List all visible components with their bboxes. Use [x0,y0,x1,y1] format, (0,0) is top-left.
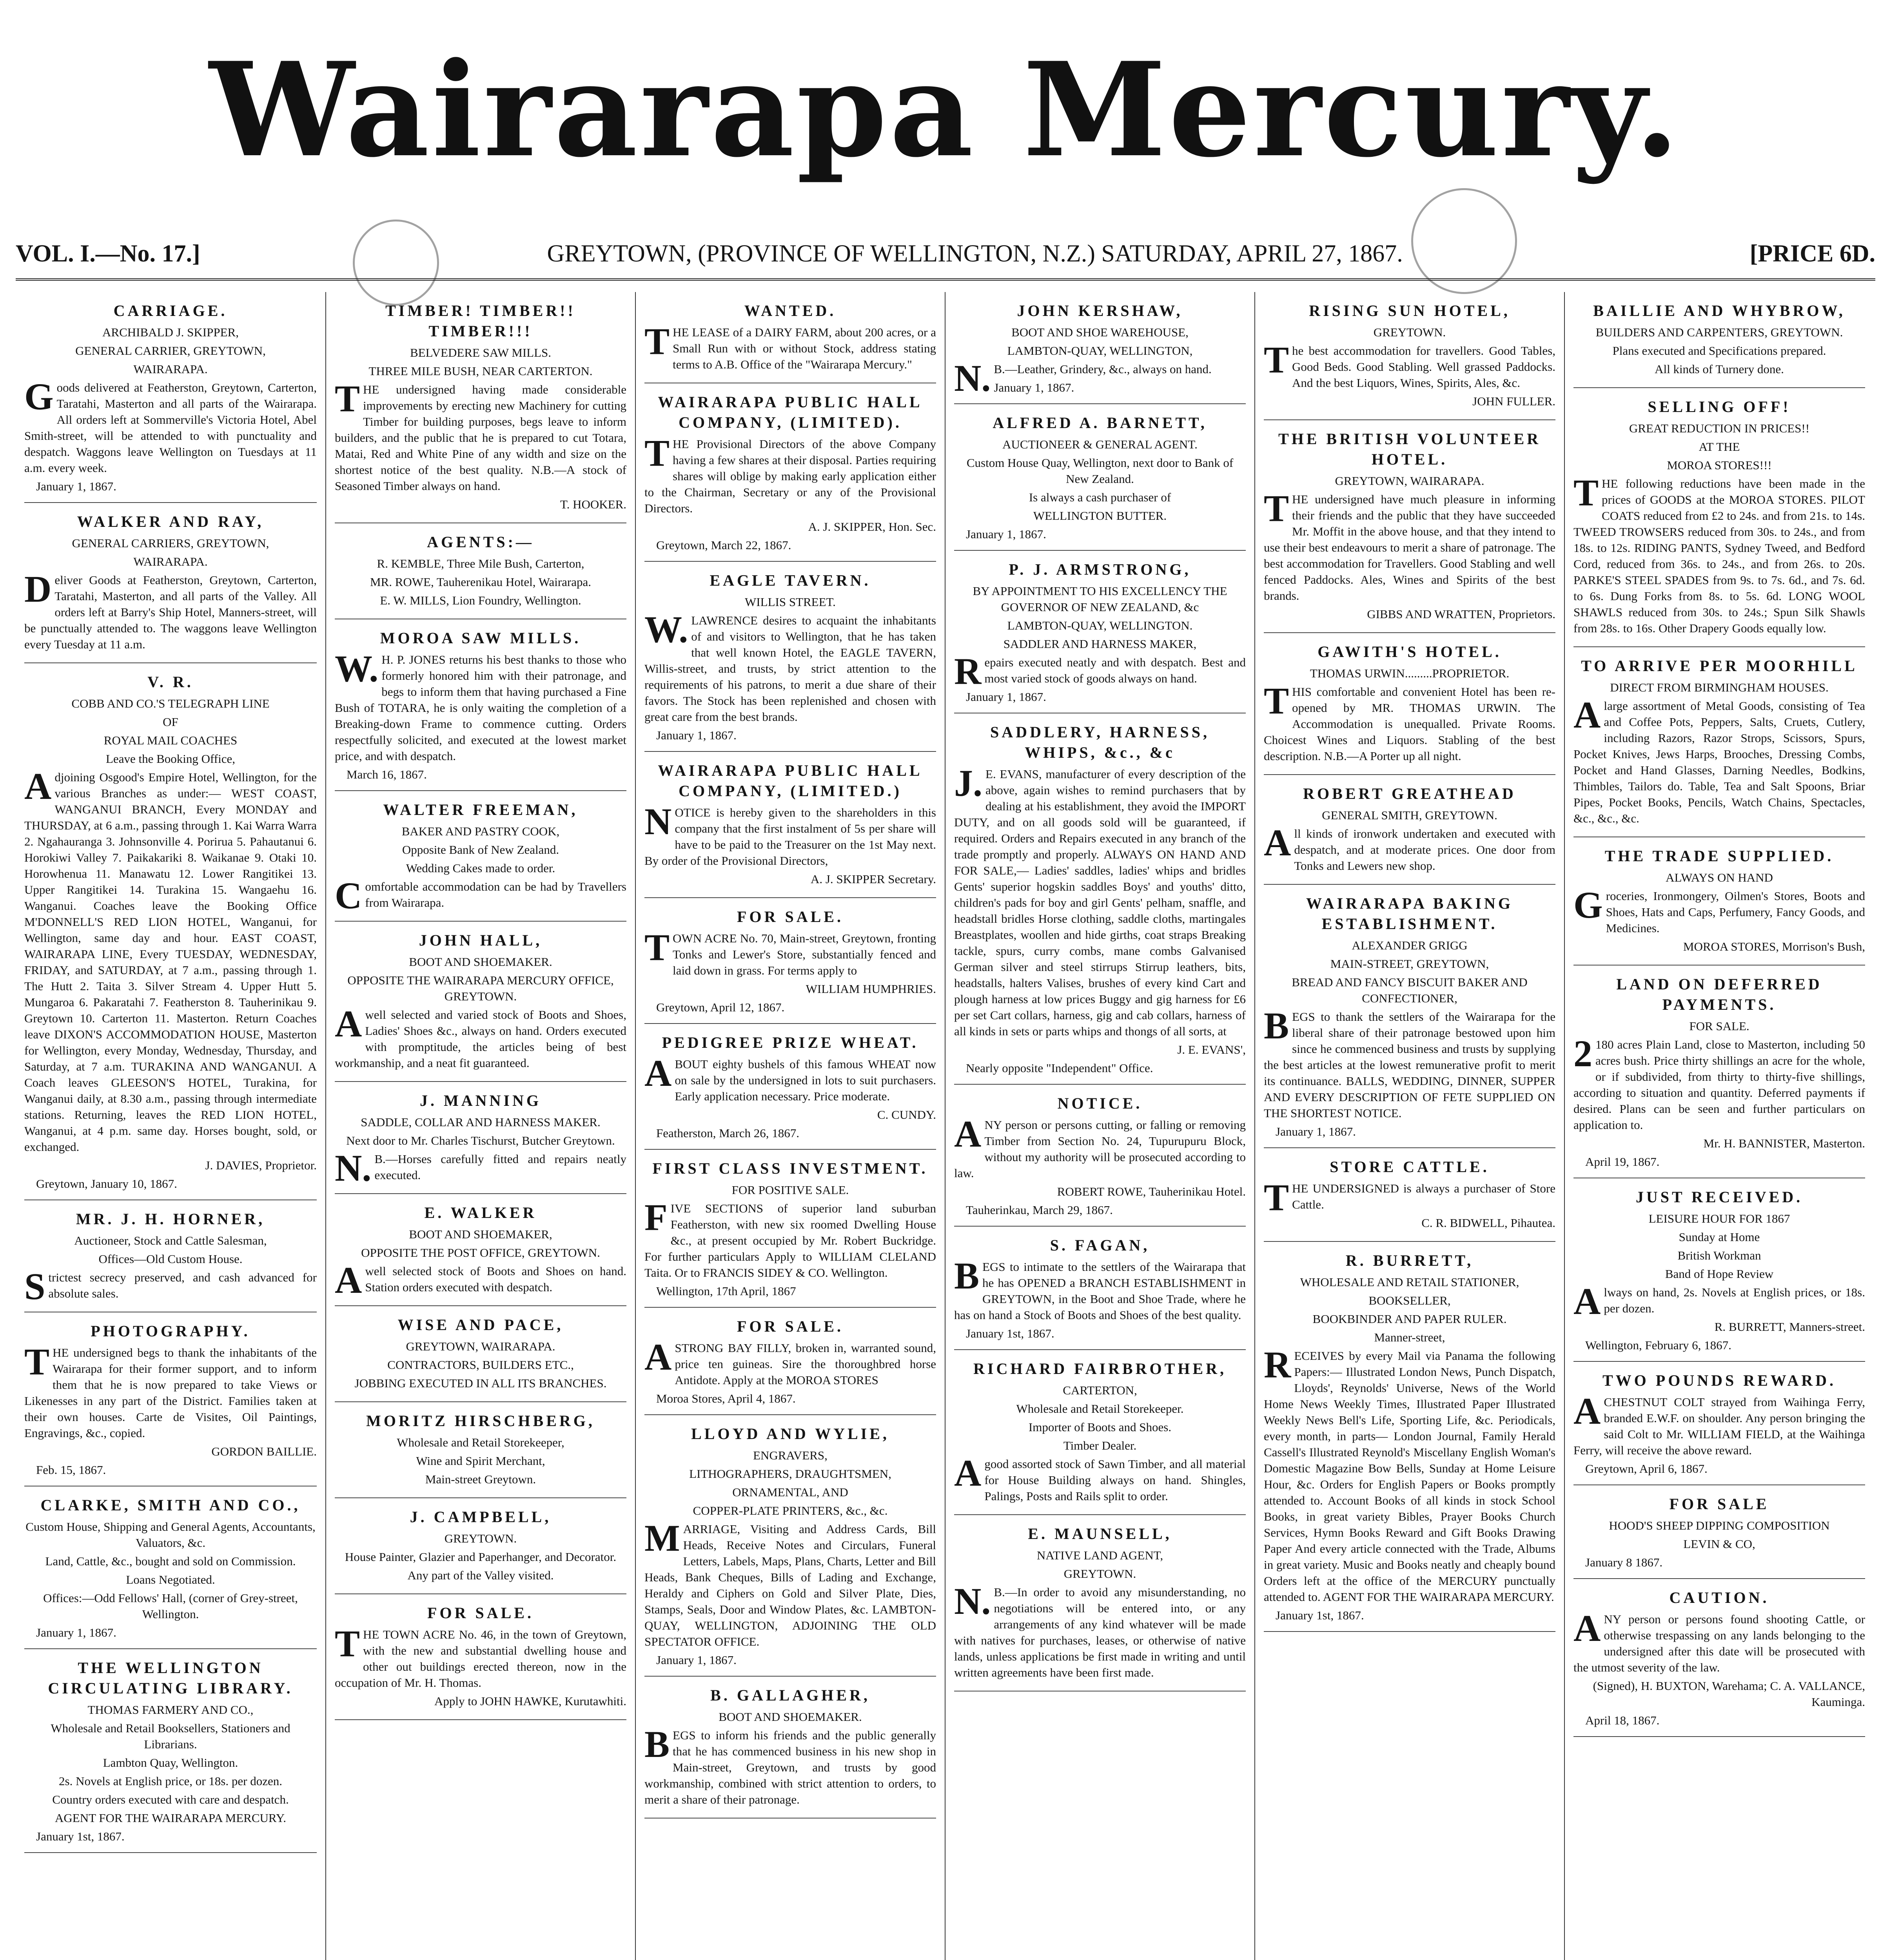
ad-line: Any part of the Valley visited. [407,1568,554,1582]
advertisement [335,1402,626,1498]
advertisement [644,1150,936,1308]
ad-line: R. KEMBLE, Three Mile Bush, Carterton, [377,557,584,570]
ad-line: Main-street Greytown. [425,1472,536,1486]
ad-line: ALWAYS ON HAND [1666,871,1773,884]
ad-line: THREE MILE BUSH, NEAR CARTERTON. [368,364,593,378]
ad-date: January 1st, 1867. [36,1829,125,1843]
ad-line: ENGRAVERS, [753,1448,828,1462]
ad-body: THE Provisional Directors of the above Company having a few shares at their disposal. Parties requiring shares will oblige by making early application either to the Chairman, Secretary or any of the Provisional Directors. [644,432,936,515]
ad-signature: MOROA STORES, Morrison's Bush, [1683,940,1865,953]
advertisement [335,523,626,619]
ad-line: CARTERTON, [1063,1383,1137,1397]
ad-line: Manner-street, [1374,1330,1445,1344]
ad-heading: LAND ON DEFERRED PAYMENTS. [1616,975,1822,1013]
advertisement [954,1350,1246,1515]
ad-heading: MR. J. H. HORNER, [76,1210,265,1228]
ad-body: The best accommodation for travellers. Good Tables, Good Beds. Good Stabling. Well grassed Paddocks. And the best Liquors, Wines, Spirits, Ales, &c. [1264,339,1555,390]
ad-heading: V. R. [147,673,194,691]
ad-line: ORNAMENTAL, AND [732,1485,848,1499]
ad-heading: J. MANNING [420,1092,541,1109]
ad-body: ACHESTNUT COLT strayed from Waihinga Ferry, branded E.W.F. on shoulder. Any person bringing the said Colt to Mr. WILLIAM FIELD, at the Waihinga Ferry, will receive the above reward. [1573,1390,1865,1457]
advertisement [644,752,936,898]
ad-body: J.E. EVANS, manufacturer of every description of the above, again wishes to remind purchasers that by dealing at his establishment, they avoid the IMPORT DUTY, and on all goods sold will be guaranteed, if required. Orders and Repairs executed in any branch of the trade promptly and properly. ALWAYS ON HAND AND FOR SALE,— Ladies' saddles, ladies' whips and bridles Gents' superior hogskin saddles Boys' and youths' ditto, children's pads for boy and girl Gents' pelham, snaffle, and headstall bridles Horse clothing, saddle cloths, martingales Breastplates, woollen and hide girths, coat straps Breaking tackle, spurs, curry combs, mane combs Galvanised German silver and steel stirrups Stirrup leathers, bits, headstalls, halters Valises, brushes of every kind Cart and plough harness at low prices Buggy and gig harness for £6 per set Cart collars, harness, gig and cab collars, harness of all kinds in sets or parts whips and thongs of all sorts, at [954,762,1246,1038]
ad-signature: JOHN FULLER. [1472,394,1555,408]
ad-body: THE TOWN ACRE No. 46, in the town of Greytown, with the new and substantial dwelling house and other out buildings erected thereon, now in the occupation of Mr. H. Thomas. [335,1622,626,1690]
advertisement [644,1024,936,1150]
ad-heading: THE BRITISH VOLUNTEER HOTEL. [1278,430,1541,468]
advertisement [335,619,626,791]
ad-body: THE undersigned have much pleasure in informing their friends and the public that they have succeeded Mr. Moffit in the above house, and that they intend to use their best endeavours to merit a share of patronage. The best accommodation for Travellers. Good Stabling and well fenced Paddocks. Ales, Wines and Spirits of the best brands. [1264,487,1555,603]
ad-body: BEGS to thank the settlers of the Wairarapa for the liberal share of their patronage bestowed upon him since he commenced business and trusts by supplying the best articles at the lowest remunerative profit to merit its continuance. BALLS, WEDDING, DINNER, SUPPER AND EVERY DESCRIPTION OF FETE SUPPLIED ON THE SHORTEST NOTICE. [1264,1005,1555,1120]
ad-heading: CARRIAGE. [113,302,228,319]
ad-heading: FOR SALE. [427,1604,534,1622]
advertisement [1573,1579,1865,1737]
ad-body: ASTRONG BAY FILLY, broken in, warranted sound, price ten guineas. Sire the thoroughbred horse Antidote. Apply at the MOROA STORES [644,1336,936,1387]
ad-body: Awell selected stock of Boots and Shoes on hand. Station orders executed with despatch. [335,1259,626,1301]
advertisement [644,292,936,383]
ad-line: COBB AND CO.'S TELEGRAPH LINE [71,697,270,710]
advertisement [24,663,317,1200]
advertisement [335,791,626,922]
ad-date: April 19, 1867. [1585,1155,1660,1169]
ad-line: BOOKBINDER AND PAPER RULER. [1312,1312,1507,1326]
ad-line: SADDLER AND HARNESS MAKER, [1003,637,1197,651]
advertisement [644,562,936,752]
ad-heading: THE WELLINGTON CIRCULATING LIBRARY. [48,1659,293,1697]
ad-line: MR. ROWE, Tauherenikau Hotel, Wairarapa. [370,575,592,589]
ad-heading: P. J. ARMSTRONG, [1009,561,1191,578]
ad-heading: GAWITH'S HOTEL. [1318,643,1502,661]
ad-heading: RISING SUN HOTEL, [1309,302,1510,319]
ad-heading: AGENTS:— [427,533,534,551]
ad-signature: Apply to JOHN HAWKE, Kurutawhiti. [434,1694,626,1708]
ad-body: FIVE SECTIONS of superior land suburban Featherston, with new six roomed Dwelling House &c., at present occupied by Mr. Robert Buckridge. For further particulars Apply to WILLIAM CLELAND Taita. Or to FRANCIS SIDEY & CO. Wellington. [644,1196,936,1279]
advertisement [1573,647,1865,837]
advertisement [335,1194,626,1306]
ad-line: LEVIN & CO, [1683,1537,1755,1551]
ad-line: BUILDERS AND CARPENTERS, GREYTOWN. [1595,325,1843,339]
ad-signature: GIBBS AND WRATTEN, Proprietors. [1367,607,1555,621]
ad-line: CONTRACTORS, BUILDERS ETC., [387,1358,574,1372]
ad-line: THOMAS URWIN.........PROPRIETOR. [1310,666,1510,680]
ad-line: E. W. MILLS, Lion Foundry, Wellington. [380,593,581,607]
ad-body: BEGS to intimate to the settlers of the Wairarapa that he has OPENED a BRANCH ESTABLISHMENT in GREYTOWN, in the Boot and Shoe Trade, where he has on hand a Stock of Boots and Shoes of the best quality. [954,1255,1246,1322]
ad-line: OPPOSITE THE POST OFFICE, GREYTOWN. [361,1246,600,1259]
ad-body: N.B.—In order to avoid any misunderstanding, no negotiations will be entered into, or any arrangements of any kind whatever will be made with natives for purchases, leases, or otherwise of native lands, unless applications be first made in writing and until written agreements have been first made. [954,1580,1246,1679]
ad-body: Comfortable accommodation can be had by Travellers from Wairarapa. [335,875,626,916]
advertisement [1573,292,1865,388]
ad-signature: C. CUNDY. [877,1108,936,1122]
advertisement [954,404,1246,551]
ad-line: BAKER AND PASTRY COOK, [401,824,560,838]
ad-line: GREYTOWN. [1373,325,1446,339]
ad-body: ANY person or persons cutting, or falling or removing Timber from Section No. 24, Tupurupuru Block, without my authority will be prosecuted according to law. [954,1113,1246,1180]
ad-body: Awell selected and varied stock of Boots and Shoes, Ladies' Shoes &c., always on hand. Orders executed with promptitude, the articles being of best workmanship, and a neat fit guaranteed. [335,1003,626,1070]
ad-heading: JOHN KERSHAW, [1017,302,1183,319]
ad-heading: SELLING OFF! [1648,398,1791,416]
ad-date: January 1st, 1867. [966,1327,1054,1340]
ad-body: THE LEASE of a DAIRY FARM, about 200 acres, or a Small Run with or without Stock, address stating terms to A.B. Office of the "Wairarapa Mercury." [644,320,936,371]
ad-body: All kinds of ironwork undertaken and executed with despatch, and at moderate prices. One door from Tonks and Lewers new shop. [1264,822,1555,873]
advertisement [644,383,936,562]
ad-line: WILLIS STREET. [745,595,836,609]
advertisement [1264,1148,1555,1242]
advertisement [1264,292,1555,420]
ad-line: WHOLESALE AND RETAIL STATIONER, [1300,1275,1519,1289]
ad-body: NOTICE is hereby given to the shareholders in this company that the first instalment of 5s per share will have to be paid to the Treasurer on the 1st May next. By order of the Provisional Directors, [644,800,936,867]
ad-body: THE undersigned begs to thank the inhabitants of the Wairarapa for their former support, and to inform them that he is now prepared to take Views or Likenesses in any part of the District. Families taken at their own houses. Carte de Visites, Oil Paintings, Engravings, &c., copied. [24,1341,317,1440]
ad-date: Greytown, March 22, 1867. [656,538,791,552]
advertisement [644,1308,936,1415]
ad-date: January 1, 1867. [994,381,1074,394]
ad-line: Wine and Spirit Merchant, [416,1454,545,1468]
ad-heading: B. GALLAGHER, [710,1686,870,1704]
ad-heading: JUST RECEIVED. [1635,1188,1803,1206]
ad-line: 2s. Novels at English price, or 18s. per dozen. [59,1774,282,1788]
advertisement [1573,1362,1865,1485]
ad-heading: E. MAUNSELL, [1028,1525,1172,1543]
ad-date: Moroa Stores, April 4, 1867. [656,1392,796,1405]
ad-date: Greytown, April 6, 1867. [1585,1462,1708,1475]
ad-date: Greytown, January 10, 1867. [36,1177,177,1191]
ad-signature: J. DAVIES, Proprietor. [205,1158,317,1172]
ad-line: Custom House, Shipping and General Agents, Accountants, Valuators, &c. [25,1520,316,1550]
ad-date: January 1, 1867. [656,728,737,742]
advertisement [1264,420,1555,633]
ad-heading: S. FAGAN, [1050,1236,1150,1254]
ad-date: Tauherinkau, March 29, 1867. [966,1203,1113,1217]
ad-body: ABOUT eighty bushels of this famous WHEAT now on sale by the undersigned in lots to suit purchasers. Early application necessary. Price moderate. [644,1052,936,1103]
ad-line: GREYTOWN. [444,1532,517,1545]
advertisement [24,1312,317,1486]
ad-line: LAMBTON-QUAY, WELLINGTON. [1007,619,1193,632]
ad-date: January 1, 1867. [36,1626,116,1639]
advertisement-columns [16,292,1875,1960]
ad-line: Loans Negotiated. [126,1573,215,1586]
ad-body: RECEIVES by every Mail via Panama the following Papers:— Illustrated London News, Punch Dispatch, Lloyds', Reynolds' Universe, News of the World Home News Weekly Times, Illustrated Paper Illustrated Weekly News Bell's Life, Sporting Life, &c. Periodicals, every month, in parts— London Journal, Family Herald Cassell's Illustrated Reynold's Miscellany English Woman's Domestic Magazine Bow Bells, Sunday at Home Leisure Hour, &c. Orders for English Papers or Books promptly attended to. Account Books of all kinds in stock School Books, in great variety Bibles, Prayer Books Church Services, Hymn Books Reward and Gift Books Drawing Paper And every article connected with the Trade, Albums in great variety. Music and Books neatly and cheaply bound Orders left at the office of the MERCURY punctually attended to. AGENT FOR THE WAIRARAPA MERCURY. [1264,1344,1555,1604]
ad-line: Leave the Booking Office, [106,752,235,766]
ad-line: OF [163,715,178,729]
advertisement [954,1515,1246,1691]
advertisement [954,1227,1246,1350]
ad-date: January 1, 1867. [966,527,1046,541]
ad-signature: Mr. H. BANNISTER, Masterton. [1703,1136,1865,1150]
ad-body: THE undersigned having made considerable improvements by erecting new Machinery for cutting Timber for building purposes, begs leave to inform builders, and the public that he is prepared to cut Totara, Matai, Red and White Pine of any width and size on the shortest notice of the best quality. N.B.—A stock of Seasoned Timber always on hand. [335,377,626,493]
ad-line: AT THE [1699,440,1740,454]
column-2 [325,292,635,1960]
ad-heading: SADDLERY, HARNESS, WHIPS, &c., &c [990,723,1210,761]
column-6 [1564,292,1874,1960]
ad-line: Band of Hope Review [1665,1267,1774,1281]
ad-heading: EAGLE TAVERN. [710,572,871,589]
advertisement [1573,1178,1865,1362]
advertisement [335,922,626,1082]
ad-line: MOROA STORES!!! [1667,458,1772,472]
ad-heading: TWO POUNDS REWARD. [1602,1372,1837,1389]
ad-body: Goods delivered at Featherston, Greytown, Carterton, Taratahi, Masterton and all parts of the Wairarapa. All orders left at Sommerville's Victoria Hotel, Abel Smith-street, will be attended to with punctuality and despatch. Waggons leave Wellington on Tuesdays at 11 a.m. every week. [24,376,317,475]
ad-line: BELVEDERE SAW MILLS. [410,346,552,359]
ad-body: Repairs executed neatly and with despatch. Best and most varied stock of goods always on hand. [954,650,1246,692]
ad-line: All kinds of Turnery done. [1655,362,1784,376]
ad-date: March 16, 1867. [347,768,427,781]
ad-heading: TO ARRIVE PER MOORHILL [1581,657,1858,675]
masthead [0,0,1891,220]
ad-line: Auctioneer, Stock and Cattle Salesman, [74,1234,267,1247]
ad-heading: WALTER FREEMAN, [383,801,578,818]
ad-body: Deliver Goods at Featherston, Greytown, Carterton, Taratahi, Masterton, and all parts of the Valley. All orders left at Barry's Ship Hotel, Manners-street, will be punctually attended to. The waggons leave Wellington every Tuesday at 11 a.m. [24,568,317,651]
advertisement [954,1085,1246,1227]
ad-date: Featherston, March 26, 1867. [656,1126,800,1140]
volume-number: VOL. I.—No. 17.] [16,240,200,267]
ad-line: FOR POSITIVE SALE. [731,1183,849,1197]
ad-line: Wholesale and Retail Storekeeper, [397,1436,564,1449]
ad-date: January 8 1867. [1585,1555,1663,1569]
ad-body: BEGS to inform his friends and the public generally that he has commenced business in his new shop in Main-street, Greytown, and trusts by good workmanship, combined with strict attention to orders, to merit a share of their patronage. [644,1723,936,1806]
ad-heading: MOROA SAW MILLS. [380,629,581,647]
ad-heading: ALFRED A. BARNETT, [993,414,1207,432]
ad-heading: FOR SALE [1669,1495,1769,1513]
ad-line: BOOT AND SHOEMAKER. [719,1710,862,1724]
ad-line: GREAT REDUCTION IN PRICES!! [1629,421,1810,435]
ad-signature: GORDON BAILLIE. [211,1445,317,1458]
advertisement [644,1415,936,1677]
ad-line: WAIRARAPA. [133,555,208,568]
ad-line: Is always a cash purchaser of [1029,490,1171,504]
ad-line: Sunday at Home [1679,1230,1760,1244]
ad-line: Wholesale and Retail Booksellers, Stationers and Librarians. [51,1721,290,1751]
advertisement [24,1649,317,1853]
ad-line: BREAD AND FANCY BISCUIT BAKER AND CONFECTIONER, [1292,975,1528,1005]
ad-body: Agood assorted stock of Sawn Timber, and all material for House Building always on hand. Shingles, Palings, Posts and Rails split to order. [954,1452,1246,1503]
ad-heading: WAIRARAPA BAKING ESTABLISHMENT. [1306,895,1513,933]
place-date: GREYTOWN, (PROVINCE OF WELLINGTON, N.Z.) SATURDAY, APRIL 27, 1867. [547,240,1403,267]
ad-line: Wholesale and Retail Storekeeper. [1016,1402,1184,1416]
ad-heading: CAUTION. [1669,1589,1769,1606]
ad-heading: CLARKE, SMITH AND CO., [40,1496,301,1514]
ad-line: THOMAS FARMERY AND CO., [87,1703,254,1717]
price: [PRICE 6D. [1749,240,1875,267]
ad-line: Importer of Boots and Shoes. [1028,1420,1172,1434]
masthead-title: Wairarapa Mercury. [209,34,1682,186]
ad-date: January 1, 1867. [36,479,116,493]
ad-line: Timber Dealer. [1063,1439,1137,1452]
ad-line: Wedding Cakes made to order. [406,861,555,875]
ad-heading: J. CAMPBELL, [410,1508,552,1526]
ad-heading: PEDIGREE PRIZE WHEAT. [662,1034,919,1051]
ad-heading: E. WALKER [424,1204,537,1221]
ad-date: January 1, 1867. [966,690,1046,704]
advertisement [1264,885,1555,1148]
advertisement [335,292,626,523]
ad-line: AGENT FOR THE WAIRARAPA MERCURY. [55,1811,286,1825]
advertisement [1573,388,1865,647]
ad-signature: C. R. BIDWELL, Pihautea. [1421,1216,1555,1230]
ad-line: ARCHIBALD J. SKIPPER, [102,325,239,339]
ad-body: MARRIAGE, Visiting and Address Cards, Bill Heads, Receive Notes and Circulars, Funeral Letters, Labels, Maps, Plans, Charts, Letter and Bill Heads, Bank Cheques, Bills of Lading and Exchange, Heraldy and Ciphers on Gold and Silver Plate, Dies, Stamps, Seals, Door and Window Plates, &c. LAMBTON-QUAY, WELLINGTON, ADJOINING THE OLD SPECTATOR OFFICE. [644,1517,936,1648]
ad-line: LAMBTON-QUAY, WELLINGTON, [1007,344,1193,358]
advertisement [1264,1242,1555,1632]
ad-line: ROYAL MAIL COACHES [103,733,238,747]
ad-line: Opposite Bank of New Zealand. [402,843,559,857]
ad-date: January 1st, 1867. [1276,1608,1364,1622]
ad-heading: STORE CATTLE. [1330,1158,1490,1176]
ad-line: GENERAL CARRIERS, GREYTOWN, [72,536,269,550]
advertisement [954,551,1246,713]
ad-date: January 1, 1867. [1276,1125,1356,1138]
ad-line: DIRECT FROM BIRMINGHAM HOUSES. [1610,681,1829,694]
ad-body: TOWN ACRE No. 70, Main-street, Greytown, fronting Tonks and Lewer's Store, substantially fenced and laid down in grass. For terms apply to [644,926,936,977]
ad-body: THE UNDERSIGNED is always a purchaser of Store Cattle. [1264,1176,1555,1218]
column-4 [945,292,1254,1960]
advertisement [954,292,1246,404]
ad-line: BY APPOINTMENT TO HIS EXCELLENCY THE GOVERNOR OF NEW ZEALAND, &c [973,584,1227,614]
ad-heading: TIMBER! TIMBER!! TIMBER!!! [385,302,576,340]
ad-line: BOOKSELLER, [1368,1294,1451,1307]
dateline [16,229,1875,281]
ad-body: N.B.—Horses carefully fitted and repairs neatly executed. [335,1147,626,1189]
advertisement [335,1082,626,1194]
ad-body: Groceries, Ironmongery, Oilmen's Stores, Boots and Shoes, Hats and Caps, Perfumery, Fancy Goods, and Medicines. [1573,884,1865,935]
ad-body: W.LAWRENCE desires to acquaint the inhabitants of and visitors to Wellington, that he has taken that well known Hotel, the EAGLE TAVERN, Willis-street, and trusts, by strict attention to the requirements of his patrons, to merit a due share of their favors. The Stock has been replenished and chosen with great care from the best brands. [644,608,936,724]
ad-date: Wellington, February 6, 1867. [1585,1338,1731,1352]
advertisement [335,1498,626,1594]
ad-line: Custom House Quay, Wellington, next door to Bank of New Zealand. [966,456,1234,486]
ad-heading: WANTED. [744,302,837,319]
ad-line: COPPER-PLATE PRINTERS, &c., &c. [693,1504,888,1517]
ad-signature: (Signed), H. BUXTON, Warehama; C. A. VALLANCE, Kauminga. [1593,1679,1865,1709]
advertisement [1264,633,1555,775]
ad-heading: WAIRARAPA PUBLIC HALL COMPANY, (LIMITED.) [658,762,923,800]
ad-heading: R. BURRETT, [1345,1252,1474,1269]
ad-line: Lambton Quay, Wellington. [103,1756,238,1769]
advertisement [24,1486,317,1649]
advertisement [1573,1485,1865,1579]
ad-body: Adjoining Osgood's Empire Hotel, Wellington, for the various Branches as under:— WEST COAST, WANGANUI BRANCH, Every MONDAY and THURSDAY, at 6 a.m., passing through 1. Kai Warra Warra 2. Ngahauranga 3. Johnsonville 4. Porirua 5. Pahautanui 6. Horokiwi Valley 7. Paikakariki 8. Waikanae 9. Otaki 10. Horowhenua 11. Manawatu 12. Lower Rangitikei 13. Upper Rangitikei 14. Turakina 15. Wangaehu 16. Wanganui. Coaches leave the Booking Office M'DONNELL'S RED LION HOTEL, Wanganui, for Wellington, same day and hour. EAST COAST, WAIRARAPA LINE, Every TUESDAY, WEDNESDAY, FRIDAY, and SATURDAY, at 7 a.m., passing through 1. The Hutt 2. Taita 3. Silver Stream 4. Upper Hutt 5. Mungaroa 6. Pakaratahi 7. Featherston 8. Tauherinikau 9. Greytown 10. Carterton 11. Masterton. Return Coaches leave DIXON'S ACCOMMODATION HOUSE, Masterton for Wellington, every Monday, Wednesday, Thursday, and Saturday, at 7 a.m. TURAKINA AND WANGANUI. A Coach leaves GLEESON'S HOTEL, Turakina, for Wanganui daily, at 8.30 a.m., passing through intermediate stations. Returning, leaves the RED LION HOTEL, Wanganui, at 4 p.m. same day. Horses bought, sold, or exchanged. [24,765,317,1154]
ad-date: Greytown, April 12, 1867. [656,1000,785,1014]
ad-date: April 18, 1867. [1585,1713,1660,1727]
ad-line: FOR SALE. [1689,1019,1749,1033]
ad-date: January 1, 1867. [656,1653,737,1667]
ad-heading: ROBERT GREATHEAD [1303,785,1516,802]
ad-signature: ROBERT ROWE, Tauherinikau Hotel. [1057,1185,1246,1198]
ad-body: Alarge assortment of Metal Goods, consisting of Tea and Coffee Pots, Peppers, Salts, Cruets, Cutlery, including Razors, Razor Strops, Scissors, Spurs, Pocket Knives, Jews Harps, Brooches, Dressing Combs, Pocket and Hand Glasses, Darning Needles, Bodkins, Thimbles, Tailors do. Table, Tea and Salt Spoons, Briar Pipes, Pocket Books, Pencils, Watch Chains, Spectacles, &c., &c., &c. [1573,694,1865,825]
advertisement [24,503,317,663]
ad-line: Plans executed and Specifications prepared. [1612,344,1826,358]
ad-body: W.H. P. JONES returns his best thanks to those who formerly honored him with their patronage, and begs to inform them that having purchased a Fine Bush of TOTARA, he is only waiting the completion of a Breaking-down Frame to commence cutting. Orders respectfully solicited, and executed at the lowest market price, and with despatch. [335,648,626,763]
advertisement [24,292,317,503]
advertisement [644,1677,936,1818]
ad-line: Land, Cattle, &c., bought and sold on Commission. [45,1554,296,1568]
ad-signature: A. J. SKIPPER, Hon. Sec. [808,520,936,534]
ad-body: THIS comfortable and convenient Hotel has been re-opened by MR. THOMAS URWIN. The Accommodation is unequalled. Private Rooms. Choicest Wines and Liquors. Stabling of the best description. N.B.—A Porter up all night. [1264,680,1555,763]
advertisement [335,1306,626,1402]
ad-heading: PHOTOGRAPHY. [91,1322,250,1340]
ad-date: Nearly opposite "Independent" Office. [966,1061,1153,1075]
ad-heading: MORITZ HIRSCHBERG, [366,1412,595,1430]
ad-body: Strictest secrecy preserved, and cash advanced for absolute sales. [24,1265,317,1307]
ad-line: GENERAL SMITH, GREYTOWN. [1322,808,1497,822]
ad-body: ANY person or persons found shooting Cattle, or otherwise trespassing on any lands belonging to the undersigned after this date will be prosecuted with the utmost severity of the law. [1573,1607,1865,1674]
column-1 [16,292,325,1960]
ad-signature: A. J. SKIPPER Secretary. [810,872,936,886]
ad-line: NATIVE LAND AGENT, [1036,1548,1163,1562]
ad-line: ALEXANDER GRIGG [1352,938,1468,952]
ad-heading: RICHARD FAIRBROTHER, [973,1360,1227,1377]
ad-line: GREYTOWN, WAIRARAPA. [406,1339,555,1353]
ad-line: GREYTOWN. [1063,1567,1136,1581]
ad-line: GENERAL CARRIER, GREYTOWN, [75,344,266,358]
ad-heading: JOHN HALL, [419,931,543,949]
ad-line: LEISURE HOUR FOR 1867 [1648,1212,1790,1225]
ad-line: LITHOGRAPHERS, DRAUGHTSMEN, [689,1467,891,1481]
ad-heading: WISE AND PACE, [397,1316,564,1334]
ad-heading: NOTICE. [1057,1094,1143,1112]
ad-body: 2180 acres Plain Land, close to Masterton, including 50 acres bush. Price thirty shillings an acre for the whole, or if subdivided, from thirty to thirty-five shillings, according to situation and quantity. Deferred payments if desired. Plans can be seen and further particulars on application to. [1573,1033,1865,1132]
ad-heading: FIRST CLASS INVESTMENT. [652,1160,928,1177]
ad-line: AUCTIONEER & GENERAL AGENT. [1002,437,1198,451]
ad-line: GREYTOWN, WAIRARAPA. [1335,474,1484,488]
ad-heading: LLOYD AND WYLIE, [691,1425,889,1443]
advertisement [24,1200,317,1312]
ad-line: BOOT AND SHOE WAREHOUSE, [1011,325,1189,339]
ad-line: JOBBING EXECUTED IN ALL ITS BRANCHES. [354,1376,607,1390]
ad-line: British Workman [1677,1249,1761,1262]
advertisement [1573,965,1865,1178]
ad-body: THE following reductions have been made in the prices of GOODS at the MOROA STORES. PILOT COATS reduced from £2 to 24s. and from 21s. to 14s. TWEED TROWSERS reduced from 30s. to 24s., and from 18s. to 12s. RIDING PANTS, Sydney Tweed, and Bedford Cord, reduced from 36s. to 24s., and from 26s. to 20s. PARKE'S STEEL SPADES from 9s. to 7s. 6d., and 7s. 6d. to 6s. Dung Forks from 8s. to 5s. 6d. LONG WOOL SHAWLS reduced from 30s. to 24s.; Spun Silk Shawls from 28s. to 16s. Other Drapery Goods equally low. [1573,472,1865,635]
advertisement [954,713,1246,1085]
ad-signature: R. BURRETT, Manners-street. [1714,1320,1865,1334]
ad-heading: WALKER AND RAY, [77,513,264,530]
ad-line: House Painter, Glazier and Paperhanger, and Decorator. [345,1550,617,1564]
ad-line: MAIN-STREET, GREYTOWN, [1330,957,1489,971]
advertisement [1573,837,1865,965]
ad-heading: WAIRARAPA PUBLIC HALL COMPANY, (LIMITED). [658,393,923,431]
ad-signature: WILLIAM HUMPHRIES. [806,982,936,996]
ad-heading: FOR SALE. [737,1318,844,1335]
ad-signature: T. HOOKER. [560,497,626,511]
ad-line: Next door to Mr. Charles Tischurst, Butcher Greytown. [346,1134,615,1147]
ad-line: WAIRARAPA. [133,362,208,376]
ad-body: N.B.—Leather, Grindery, &c., always on hand. [954,357,1212,399]
ad-body: Always on hand, 2s. Novels at English prices, or 18s. per dozen. [1573,1280,1865,1322]
ad-heading: FOR SALE. [737,908,844,926]
ad-heading: THE TRADE SUPPLIED. [1604,847,1834,865]
column-5 [1254,292,1564,1960]
ad-date: Feb. 15, 1867. [36,1463,106,1477]
ad-line: SADDLE, COLLAR AND HARNESS MAKER. [361,1115,601,1129]
ad-line: BOOT AND SHOEMAKER. [409,955,552,969]
ad-line: OPPOSITE THE WAIRARAPA MERCURY OFFICE, GREYTOWN. [347,973,614,1003]
ad-line: Country orders executed with care and despatch. [52,1793,289,1806]
advertisement [335,1594,626,1720]
advertisement [1264,775,1555,885]
column-3 [635,292,945,1960]
ad-line: Offices:—Odd Fellows' Hall, (corner of Grey-street, Wellington. [43,1591,298,1621]
ad-line: WELLINGTON BUTTER. [1033,509,1167,523]
ad-heading: BAILLIE AND WHYBROW, [1593,302,1846,319]
ad-line: BOOT AND SHOEMAKER, [409,1227,552,1241]
advertisement [644,898,936,1024]
ad-signature: J. E. EVANS', [1177,1043,1246,1056]
ad-line: Offices—Old Custom House. [98,1252,243,1266]
ad-line: HOOD'S SHEEP DIPPING COMPOSITION [1609,1519,1830,1532]
ad-date: Wellington, 17th April, 1867 [656,1284,796,1298]
